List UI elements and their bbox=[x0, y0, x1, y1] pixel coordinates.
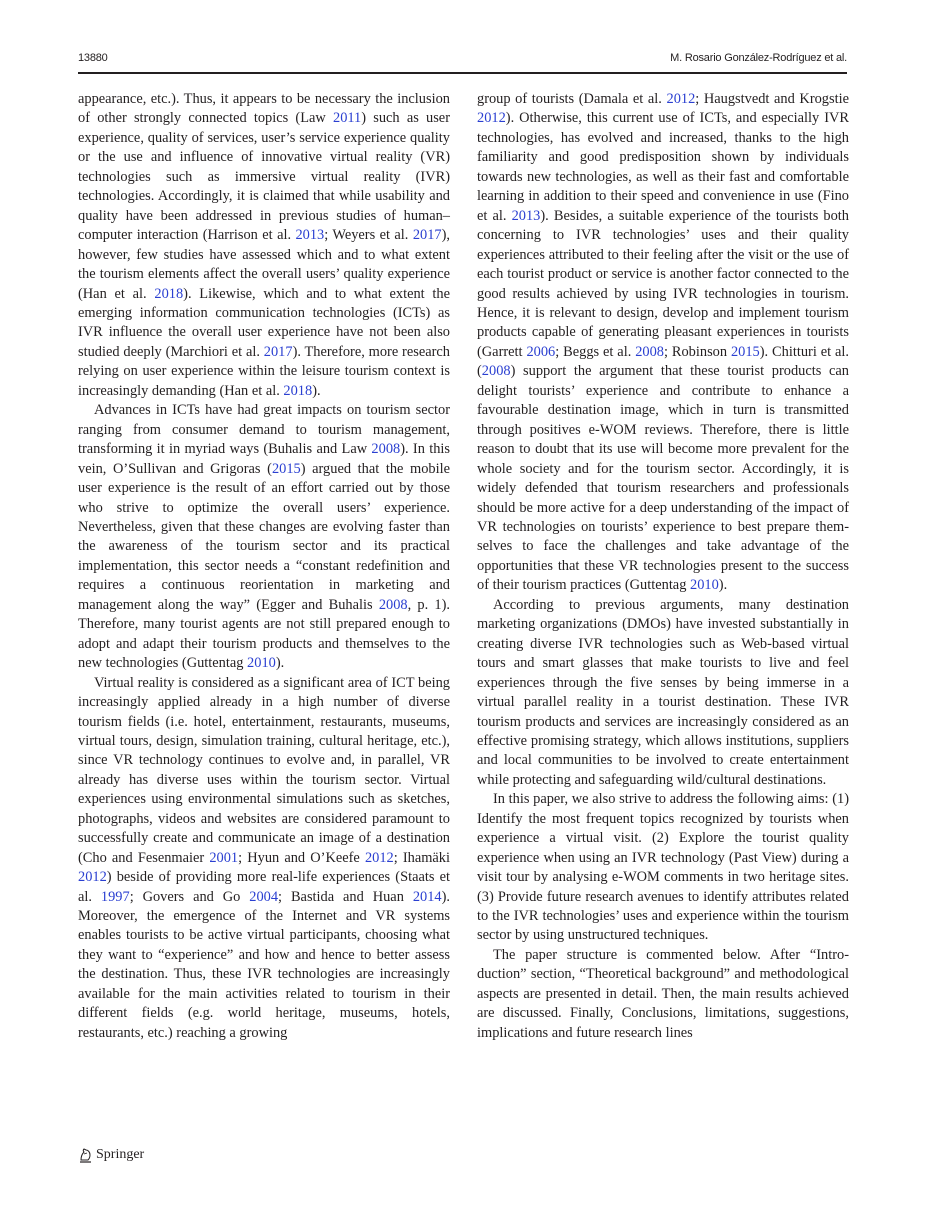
paragraph-text: ; Weyers et al. bbox=[324, 227, 413, 244]
paragraph-text: ). Otherwise, this current use of ICTs, and especially IVR technologies, has evolved and increased, thanks to the high familiarity and good predisposition shown by individuals towards new technologies, as well as their fast and comfortable learning in addition to their speed and convenience in use (Fino et al. bbox=[477, 110, 849, 224]
paragraph-text: ; Haugstvedt and Krogstie bbox=[695, 91, 849, 107]
citation-link[interactable]: 2017 bbox=[263, 343, 293, 360]
citation-link[interactable]: 2015 bbox=[730, 343, 760, 360]
body-paragraph bbox=[477, 596, 849, 791]
paragraph-text: ). bbox=[312, 382, 321, 399]
citation-link[interactable]: 2018 bbox=[283, 382, 313, 399]
body-paragraph bbox=[78, 90, 450, 401]
right-column bbox=[477, 90, 849, 1043]
page-number: 13880 bbox=[78, 52, 108, 64]
citation-link[interactable]: 2008 bbox=[481, 363, 511, 380]
publisher-name: Springer bbox=[96, 1147, 145, 1162]
paragraph-text: According to previous arguments, many destination marketing organizations (DMOs) have invested substantially in creating diverse IVR technologies such as Web-based virtual tours and smart glasses that make tourists to live and feel experiences through the five senses by being immerse in a virtual parallel reality in a tourist destination. These IVR tourism products and services are increasingly considered as an effective promising strategy, which allows institutions, suppliers and local communities to be involved to create entertainment while protecting and safeguarding wild/cultural destinations. bbox=[477, 596, 849, 788]
paragraph-text: ). Moreover, the emergence of the Internet and VR systems enables tourists to be active virtual participants, choosing what they want to “experience” and how and hence to better assess the destination. Thus, these IVR technologies are increasingly available for the main activities related to tourism in their different fields (e.g. world heritage, museums, hotels, restaurants, etc.) reaching a growing bbox=[78, 888, 450, 1041]
paragraph-text: ; Bastida and Huan bbox=[278, 888, 413, 905]
citation-link[interactable]: 2010 bbox=[247, 655, 276, 672]
paragraph-text: ). bbox=[718, 577, 728, 594]
left-column bbox=[78, 90, 450, 1043]
springer-knight-icon bbox=[78, 1147, 92, 1163]
paragraph-text: ). Besides, a suitable experience of the tourists both concerning to IVR technologies’ uses and their quality experiences attributed to their feeling after the visit or the use of each tourist product or service is another factor connected to the good results achieved by using IVR technologies in tourism. Hence, it is relevant to design, develop and implement tourism products capable of generating pleasant experiences in tourists (Garrett bbox=[477, 207, 849, 360]
paragraph-text: ; Govers and Go bbox=[129, 888, 250, 905]
paragraph-text: ; Robinson bbox=[663, 343, 731, 360]
citation-link[interactable]: 2008 bbox=[378, 596, 408, 613]
paragraph-text: ; Beggs et al. bbox=[555, 343, 636, 360]
paragraph-text: ). In this vein, O’Sullivan and Grigoras ( bbox=[78, 441, 450, 477]
body-paragraph bbox=[477, 90, 849, 596]
citation-link[interactable]: 2018 bbox=[154, 285, 184, 302]
paragraph-text: The paper structure is commented below. After “Introduction” section, “Theoretical background” and methodological aspects are presented in detail. Then, the main results achieved are discussed. Finally, Conclusions, limitations, suggestions, implications and future research lines bbox=[477, 946, 849, 1041]
citation-link[interactable]: 2013 bbox=[511, 207, 541, 224]
paragraph-text: ). Therefore, more research relying on user experience within the leisure tourism context is increasingly demanding (Han et al. bbox=[78, 343, 450, 399]
paragraph-text: In this paper, we also strive to address the following aims: (1) Identify the most frequent topics recognized by tourists when experience a virtual visit. (2) Explore the tourist quality experience when using an IVR technology (Past View) during a visit tour by analysing e-WOM comments in two heritage sites. (3) Provide future research avenues to identify attributes related to the IVR technologies’ uses and experience within the tourism sector by using unstructured techniques. bbox=[477, 791, 849, 944]
paragraph-text: , p. 1). Therefore, many tourist agents are not still prepared enough to adopt and adapt their tourism products and themselves to the new technologies (Guttentag bbox=[78, 596, 450, 672]
citation-link[interactable]: 1997 bbox=[100, 888, 130, 905]
citation-link[interactable]: 2012 bbox=[78, 869, 107, 886]
citation-link[interactable]: 2012 bbox=[666, 91, 696, 107]
paragraph-text: Advances in ICTs have had great impacts on tourism sector ranging from consumer demand to tourism management, transforming it in myriad ways (Buhalis and Law bbox=[78, 402, 450, 458]
citation-link[interactable]: 2004 bbox=[249, 888, 279, 905]
body-paragraph bbox=[477, 790, 849, 946]
citation-link[interactable]: 2008 bbox=[635, 343, 664, 360]
running-header bbox=[78, 50, 847, 70]
paragraph-text: ) such as user experience, quality of services, user’s service experience quality or the use and influence of innovative virtual reality (VR) technologies such as immersive virtual reality (IVR) technologies. Accordingly, it is claimed that while usability and quality have been addressed in previous studies of human–computer interaction (Harrison et al. bbox=[78, 110, 450, 244]
citation-link[interactable]: 2012 bbox=[477, 110, 506, 127]
paragraph-text: ; Ihamäki bbox=[393, 849, 451, 866]
paragraph-text: ). Chitturi et al. ( bbox=[477, 343, 849, 380]
paragraph-text: ) beside of providing more real-life experiences (Staats et al. bbox=[78, 869, 450, 905]
paragraph-text: ). bbox=[275, 655, 285, 672]
paragraph-text: group of tourists (Damala et al. bbox=[477, 91, 667, 107]
body-paragraph bbox=[78, 674, 450, 1044]
citation-link[interactable]: 2006 bbox=[526, 343, 556, 360]
body-paragraph bbox=[78, 401, 450, 673]
body-paragraph bbox=[477, 946, 849, 1043]
paragraph-text: ) argued that the mobile user experience is the result of an effort carried out by those who strive to optimize the overall users’ experience. Nevertheless, given that these changes are evolving faster than the awareness of the tourism sector and its practical implementation, this sector needs a “constant redefinition and requires a continuous reorientation in marketing and management along the way” (Egger and Buhalis bbox=[78, 460, 451, 613]
citation-link[interactable]: 2001 bbox=[209, 849, 239, 866]
citation-link[interactable]: 2017 bbox=[412, 227, 442, 244]
citation-link[interactable]: 2011 bbox=[333, 110, 362, 127]
citation-link[interactable]: 2014 bbox=[412, 888, 442, 905]
citation-link[interactable]: 2010 bbox=[690, 577, 719, 594]
paragraph-text: ). Likewise, which and to what extent the emerging information communication technologies (ICTs) as IVR influence the overall user experience have not been also studied deeply (Marchiori et al. bbox=[78, 285, 450, 360]
citation-link[interactable]: 2008 bbox=[371, 441, 401, 458]
running-authors: M. Rosario González-Rodríguez et al. bbox=[670, 52, 847, 64]
paragraph-text: Virtual reality is considered as a significant area of ICT being increasingly applied already in a high number of diverse tourism fields (i.e. hotel, entertainment, restaurants, museums, virtual tours, design, simulation training, cultural heritage, etc.), since VR technology continues to evolve and, in parallel, VR already has diverse uses within the tourism sector. Virtual experiences using environmental simulations such as sketches, photographs, videos and websites are considered paramount to successfully create and communicate an image of a destination (Cho and Fesenmaier bbox=[78, 674, 450, 866]
citation-link[interactable]: 2013 bbox=[295, 227, 325, 244]
header-rule bbox=[78, 72, 847, 74]
paragraph-text: appearance, etc.). Thus, it appears to be necessary the inclusion of other strongly connected topics (Law bbox=[78, 91, 450, 127]
citation-link[interactable]: 2012 bbox=[364, 849, 394, 866]
citation-link[interactable]: 2015 bbox=[271, 460, 301, 477]
paragraph-text: ), however, few studies have assessed which and to what extent the tourism elements affect the overall users’ quality experience (Han et al. bbox=[78, 227, 450, 302]
paragraph-text: ; Hyun and O’Keefe bbox=[238, 849, 365, 866]
publisher-footer bbox=[78, 1145, 144, 1165]
paragraph-text: ) support the argument that these tourist products can delight tourists’ experience and contribute to enhance a favourable destination image, which in turn is transmitted through positives e-WOM reviews. Therefore, there is little reason to doubt that its use will become more prevalent for the whole society and for the tourism sector. Accordingly, it is widely defended that tourism researchers and professionals should be more active for a deep understanding of the impact of VR technologies on tourists’ experience to best prepare themselves to face the challenges and take advantage of the opportunities that these VR technologies present to the success of their tourism practices (Guttentag bbox=[477, 363, 849, 594]
